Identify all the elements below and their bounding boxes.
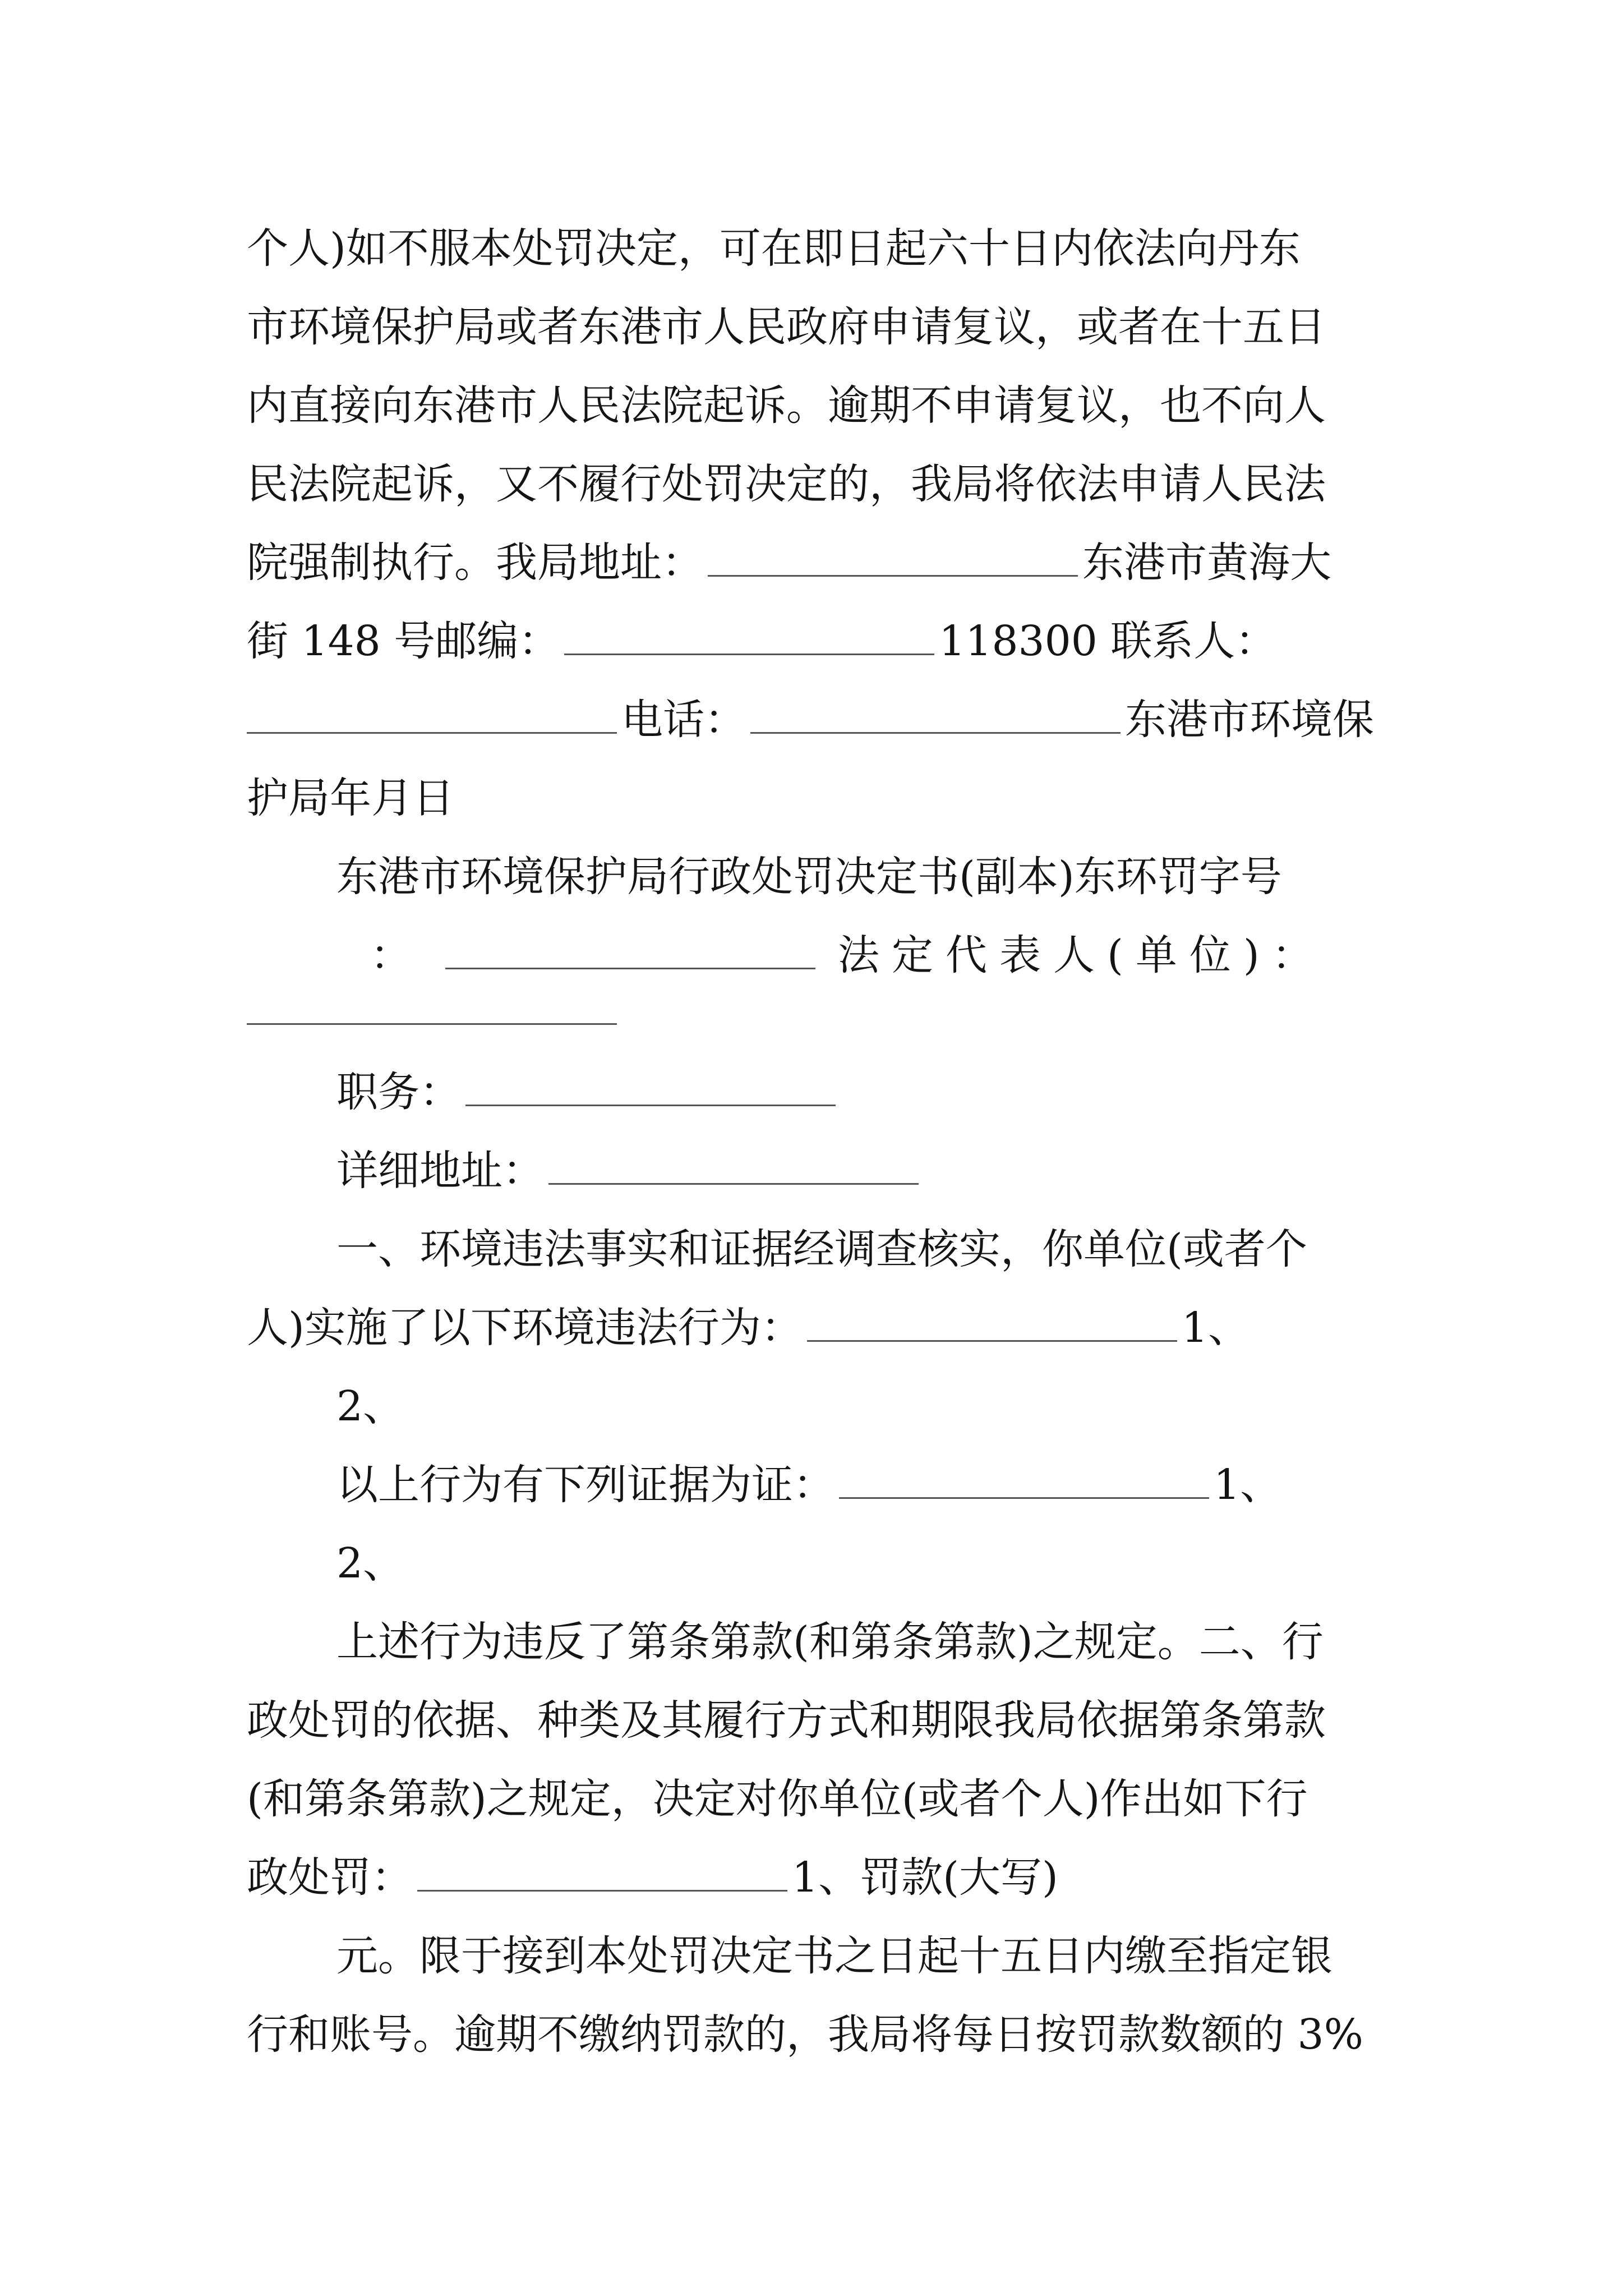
penalty-item: 1、罚款(大写) [792,1853,1058,1902]
legal-rep-line [370,931,1326,979]
paragraph-line-4: 民法院起诉，又不履行处罚决定的，我局将依法申请人民法 [247,460,1326,508]
address-blank [708,573,1078,577]
legal-rep-label: 法定代表人(单位)： [838,931,1326,979]
colon: ： [370,931,412,979]
postcode-label: 街 148 号邮编： [247,617,560,665]
position-label: 职务： [336,1068,461,1116]
document-title: 东港市环境保护局行政处罚决定书(副本)东环罚字号 [336,853,1282,901]
legal-rep-blank [247,1021,617,1025]
section1-line-2 [247,1304,1249,1352]
postcode-line [247,617,1277,665]
section1-line-1: 一、环境违法事实和证据经调查核实，你单位(或者个 [336,1225,1307,1273]
position-blank [465,1102,836,1106]
phone-blank [750,730,1121,734]
phone-label: 电话： [621,696,746,744]
address-label: 院强制执行。我局地址： [247,539,703,587]
basis-line-1: 政处罚的依据、种类及其履行方式和期限我局依据第条第款 [247,1696,1326,1745]
issuer-date: 护局年月日 [247,774,454,822]
penalty-line [247,1853,1058,1902]
item-2: 2、 [336,1382,405,1430]
payment-line-2: 行和账号。逾期不缴纳罚款的，我局将每日按罚款数额的 3% [247,2010,1363,2059]
detail-address-line [336,1147,923,1195]
position-line [336,1068,840,1116]
evidence-blank [839,1495,1209,1499]
address-value: 东港市黄海大 [1082,539,1331,587]
evidence-label: 以上行为有下列证据为证： [336,1461,834,1509]
contact-blank [247,730,617,734]
payment-line-1: 元。限于接到本处罚决定书之日起十五日内缴至指定银 [336,1932,1332,1980]
detail-address-blank [548,1181,919,1185]
penalty-label: 政处罚： [247,1853,413,1902]
basis-line-2: (和第条第款)之规定，决定对你单位(或者个人)作出如下行 [247,1775,1308,1823]
detail-address-label: 详细地址： [336,1147,544,1195]
name-blank [445,965,815,969]
paragraph-line-2: 市环境保护局或者东港市人民政府申请复议，或者在十五日 [247,303,1326,351]
paragraph-line-1: 个人)如不服本处罚决定，可在即日起六十日内依法向丹东 [247,224,1301,273]
penalty-blank [417,1888,787,1892]
postcode-blank [564,651,934,655]
postcode-value: 118300 联系人： [939,617,1277,665]
violation-blank [807,1338,1177,1342]
paragraph-line-3: 内直接向东港市人民法院起诉。逾期不申请复议，也不向人 [247,381,1326,430]
phone-suffix: 东港市环境保 [1125,696,1374,744]
evidence-line [336,1461,1282,1509]
evidence-item-1: 1、 [1214,1461,1282,1509]
phone-line [247,696,1374,744]
item-1: 1、 [1181,1304,1249,1352]
address-line [247,539,1331,587]
violation-label: 人)实施了以下环境违法行为： [247,1304,803,1352]
evidence-item-2: 2、 [336,1539,405,1588]
violation-statement: 上述行为违反了第条第款(和第条第款)之规定。二、行 [336,1618,1324,1666]
